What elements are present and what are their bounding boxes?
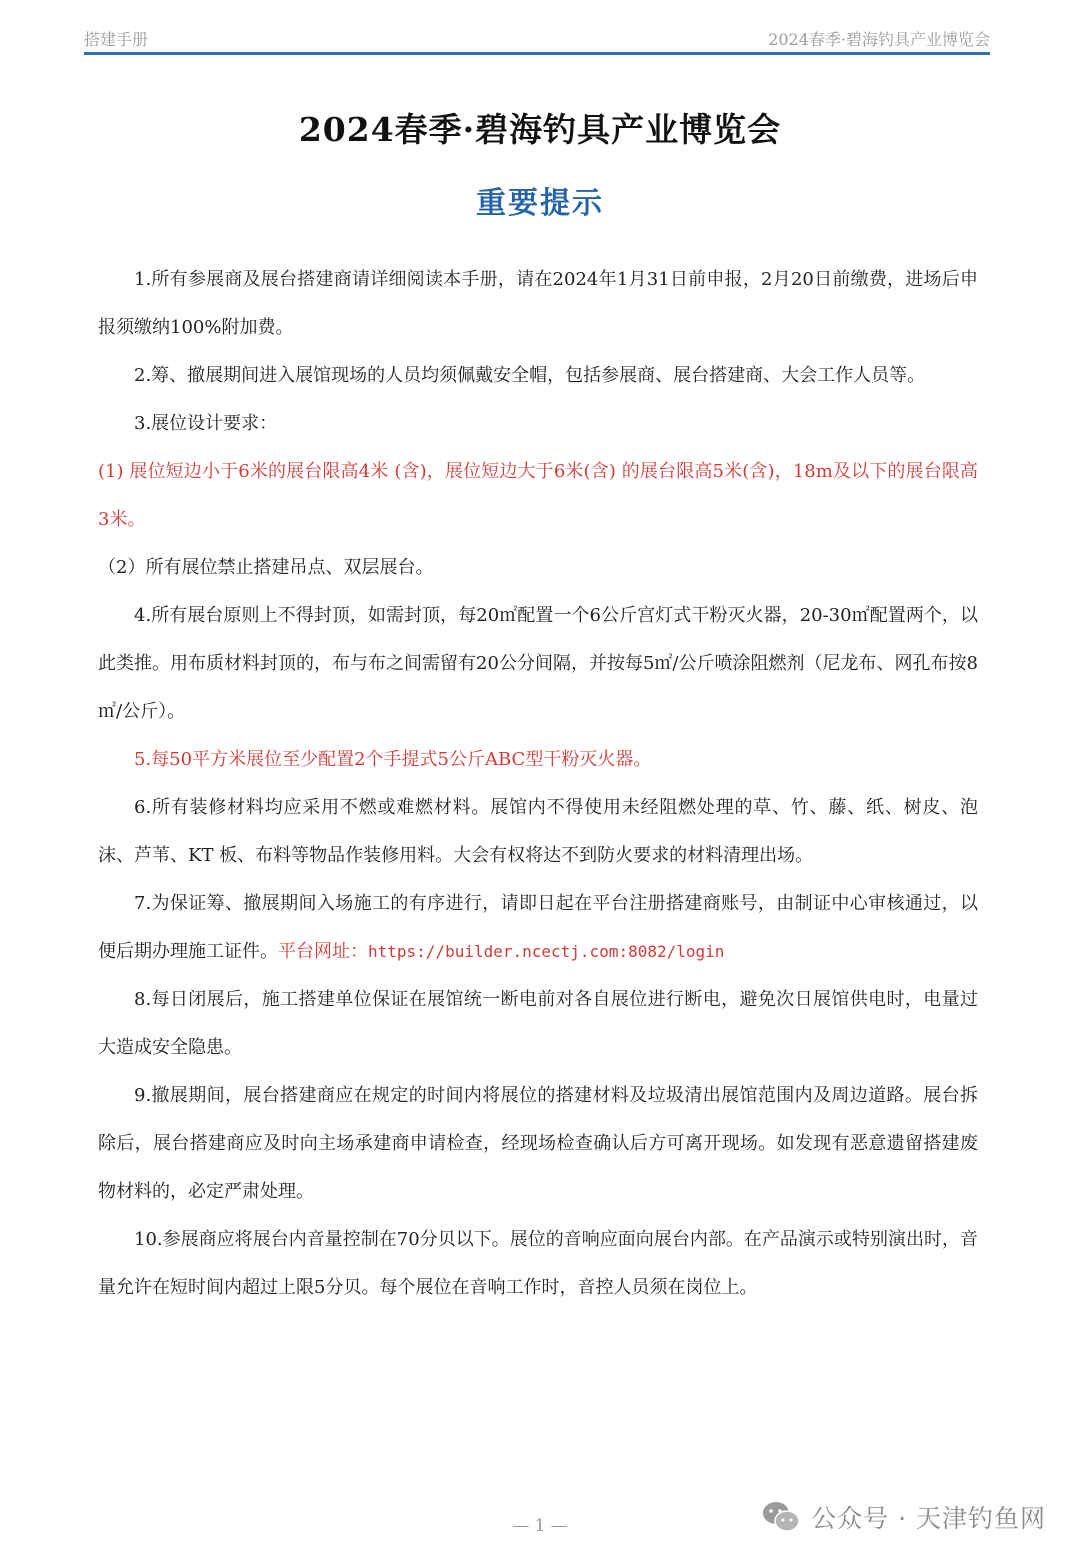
header-rule	[84, 52, 990, 55]
notice-list	[98, 256, 978, 1312]
notice-item-2: 2.筹、撤展期间进入展馆现场的人员均须佩戴安全帽，包括参展商、展台搭建商、大会工作人员等。	[134, 365, 926, 386]
notice-item-7-text: 7.为保证筹、撤展期间入场施工的有序进行，请即日起在平台注册搭建商账号，由制证中心审核通过，以便后期办理施工证件。	[98, 893, 978, 962]
notice-item-3-sub-2: （2）所有展位禁止搭建吊点、双层展台。	[98, 557, 434, 578]
notice-item-4: 4.所有展台原则上不得封顶，如需封顶，每20㎡配置一个6公斤宫灯式干粉灭火器，20-30㎡配置两个，以此类推。用布质材料封顶的，布与布之间需留有20公分间隔，并按每5㎡/公斤喷涂阻燃剂（尼龙布、网孔布按8㎡/公斤）。	[98, 605, 978, 722]
watermark	[761, 1494, 1046, 1540]
page-number: — 1 —	[512, 1516, 568, 1536]
notice-item-7	[98, 880, 978, 976]
header-left: 搭建手册	[84, 29, 149, 49]
notice-item-1: 1.所有参展商及展台搭建商请详细阅读本手册，请在2024年1月31日前申报，2月20日前缴费，进场后申报须缴纳100%附加费。	[98, 269, 978, 338]
wechat-icon	[761, 1500, 801, 1534]
notice-item-9: 9.撤展期间，展台搭建商应在规定的时间内将展位的搭建材料及垃圾清出展馆范围内及周边道路。展台拆除后，展台搭建商应及时向主场承建商申请检查，经现场检查确认后方可离开现场。如发现有恶意遗留搭建废物材料的，必定严肃处理。	[98, 1085, 978, 1202]
watermark-text: 公众号 · 天津钓鱼网	[811, 1504, 1046, 1533]
notice-item-8: 8.每日闭展后，施工搭建单位保证在展馆统一断电前对各自展位进行断电，避免次日展馆供电时，电量过大造成安全隐患。	[98, 989, 978, 1058]
notice-item-10: 10.参展商应将展台内音量控制在70分贝以下。展位的音响应面向展台内部。在产品演示或特别演出时，音量允许在短时间内超过上限5分贝。每个展位在音响工作时，音控人员须在岗位上。	[98, 1229, 978, 1298]
section-heading: 重要提示	[476, 186, 604, 221]
page-title: 2024春季·碧海钓具产业博览会	[298, 110, 782, 149]
notice-item-3-sub-1: (1) 展位短边小于6米的展台限高4米 (含)，展位短边大于6米(含) 的展台限高5米(含)，18m及以下的展台限高3米。	[98, 461, 978, 530]
notice-item-5: 5.每50平方米展位至少配置2个手提式5公斤ABC型干粉灭火器。	[134, 749, 652, 770]
notice-item-6: 6.所有装修材料均应采用不燃或难燃材料。展馆内不得使用未经阻燃处理的草、竹、藤、纸、树皮、泡沫、芦苇、KT 板、布料等物品作装修用料。大会有权将达不到防火要求的材料清理出场。	[98, 797, 978, 866]
platform-url-label: 平台网址：	[278, 941, 368, 962]
header-right: 2024春季·碧海钓具产业博览会	[768, 29, 990, 49]
notice-item-3: 3.展位设计要求：	[134, 413, 278, 434]
platform-url-link[interactable]: https://builder.ncectj.com:8082/login	[368, 942, 725, 961]
running-header	[84, 24, 990, 52]
